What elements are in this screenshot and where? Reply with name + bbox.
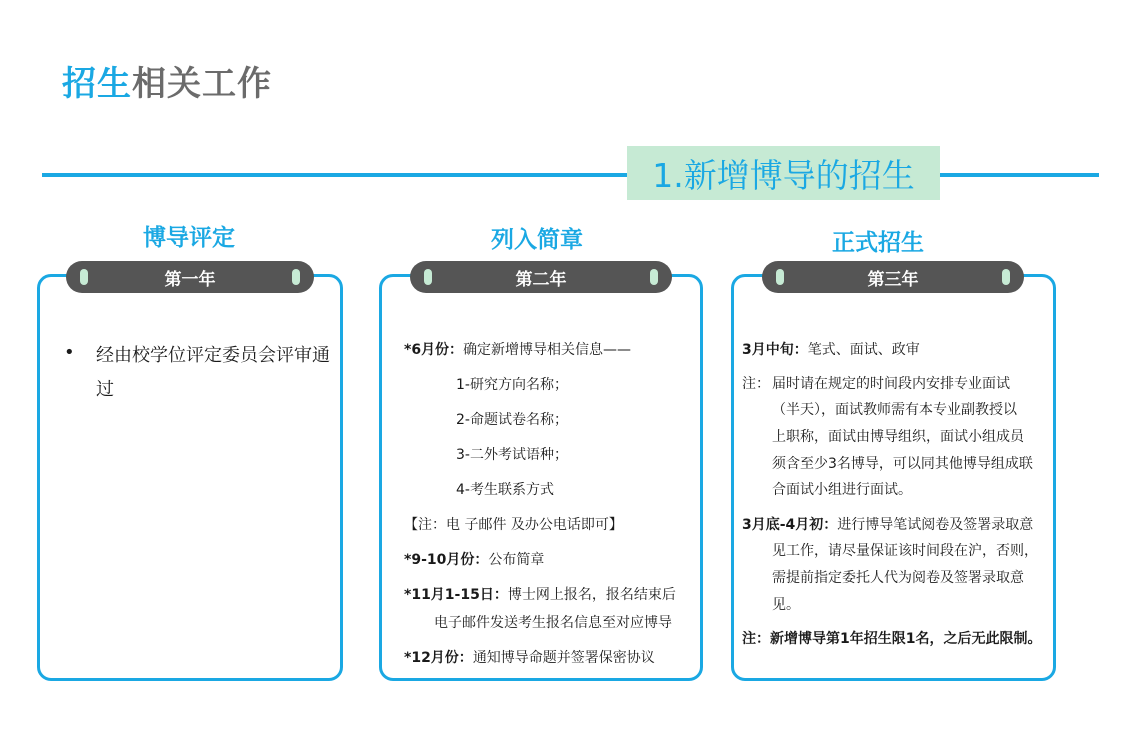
col3-line: 需提前指定委托人代为阅卷及签署录取意 bbox=[772, 570, 1024, 586]
col2-heading: 列入简章 bbox=[491, 227, 583, 253]
col3-line: 见。 bbox=[772, 597, 800, 613]
year3-label: 第三年 bbox=[867, 269, 919, 290]
col3-note-lead: 注： bbox=[742, 376, 770, 392]
card-year1 bbox=[37, 274, 343, 681]
col3-line: 合面试小组进行面试。 bbox=[772, 482, 912, 498]
year2-tab bbox=[410, 261, 672, 293]
ring-hole bbox=[424, 269, 432, 285]
col3-line: 见工作，请尽量保证该时间段在沪，否则， bbox=[772, 543, 1038, 559]
col3-line: 上职称，面试由博导组织，面试小组成员 bbox=[772, 429, 1024, 445]
year2-label: 第二年 bbox=[515, 269, 567, 290]
page-title bbox=[62, 56, 272, 105]
col2-line: 4-考生联系方式 bbox=[456, 482, 554, 498]
col2-line: 电子邮件发送考生报名信息至对应博导 bbox=[434, 615, 672, 631]
year1-label: 第一年 bbox=[164, 269, 216, 290]
ring-hole bbox=[650, 269, 658, 285]
year1-tab bbox=[66, 261, 314, 293]
bullet-icon: • bbox=[64, 342, 75, 363]
col1-text: 经由校学位评定委员会评审通过 bbox=[96, 345, 330, 400]
col2-line: *11月1-15日：博士网上报名，报名结束后 bbox=[404, 587, 676, 603]
col2-line: 【注：电 子邮件 及办公电话即可】 bbox=[404, 517, 623, 533]
title-highlight: 招生 bbox=[62, 64, 132, 104]
section-banner: 1.新增博导的招生 bbox=[627, 146, 940, 200]
year3-tab bbox=[762, 261, 1024, 293]
card-year3 bbox=[731, 274, 1056, 681]
ring-hole bbox=[776, 269, 784, 285]
col3-line: 3月底-4月初：进行博导笔试阅卷及签署录取意 bbox=[742, 517, 1034, 533]
divider-line bbox=[42, 173, 1099, 177]
col2-line: 2-命题试卷名称； bbox=[456, 412, 568, 428]
col3-heading: 正式招生 bbox=[832, 230, 924, 256]
col3-line: 届时请在规定的时间段内安排专业面试 bbox=[772, 376, 1010, 392]
col3-line: 注：新增博导第1年招生限1名，之后无此限制。 bbox=[742, 631, 1042, 647]
col1-heading: 博导评定 bbox=[143, 225, 235, 251]
col3-line: 3月中旬：笔式、面试、政审 bbox=[742, 342, 920, 358]
col2-line: 1-研究方向名称； bbox=[456, 377, 568, 393]
ring-hole bbox=[292, 269, 300, 285]
col2-line: *6月份：确定新增博导相关信息—— bbox=[404, 342, 632, 358]
title-rest: 相关工作 bbox=[132, 64, 272, 104]
col2-line: *9-10月份：公布简章 bbox=[404, 552, 545, 568]
col3-line: 须含至少3名博导，可以同其他博导组成联 bbox=[772, 456, 1033, 472]
col2-line: 3-二外考试语种； bbox=[456, 447, 568, 463]
ring-hole bbox=[80, 269, 88, 285]
col3-line: （半天），面试教师需有本专业副教授以 bbox=[772, 402, 1017, 418]
ring-hole bbox=[1002, 269, 1010, 285]
col2-line: *12月份：通知博导命题并签署保密协议 bbox=[404, 650, 655, 666]
